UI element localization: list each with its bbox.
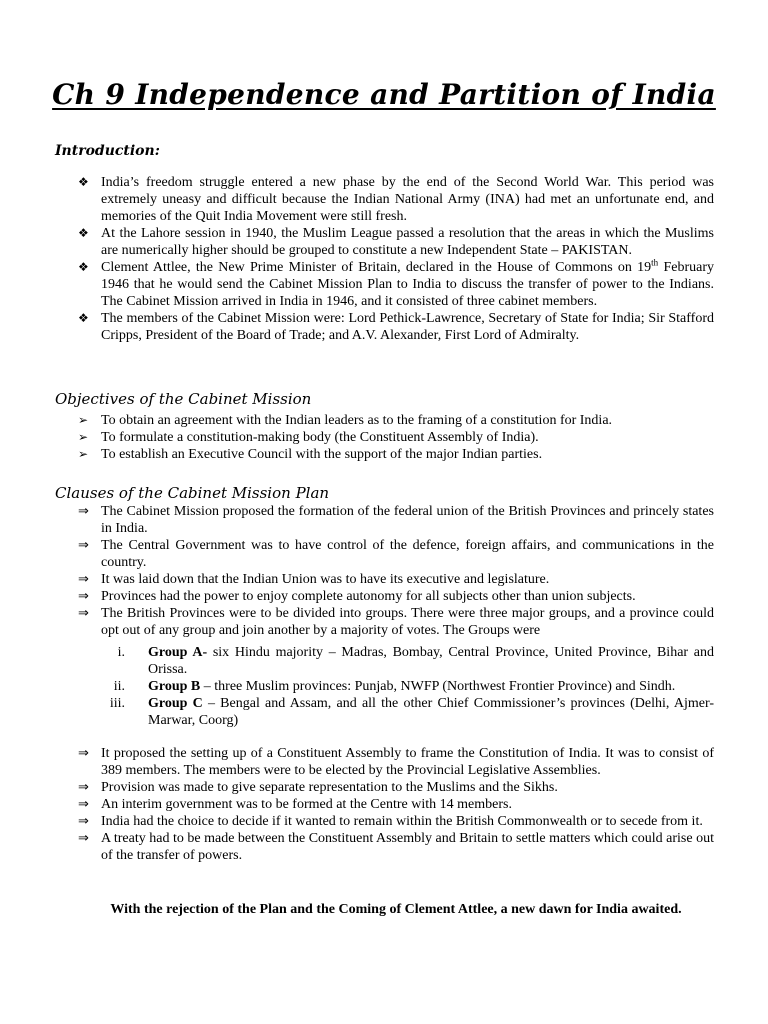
diamond-four-point-icon: ❖ [78,260,89,274]
list-item [78,537,714,571]
group-label: Group A- [148,645,208,660]
double-arrow-icon: ⇒ [78,572,89,587]
objectives-heading: Objectives of the Cabinet Mission [55,390,312,408]
list-item [78,796,714,813]
introduction-list [78,174,714,344]
group-item [78,695,714,729]
list-item [78,446,714,463]
roman-numeral: iii. [109,696,125,711]
double-arrow-icon: ⇒ [78,606,89,621]
diamond-four-point-icon: ❖ [78,311,89,325]
item-text: To formulate a constitution-making body (the Constituent Assembly of India). [101,430,539,445]
item-text: It was laid down that the Indian Union was to have its executive and legislature. [101,572,550,587]
double-arrow-icon: ⇒ [78,504,89,519]
list-item [78,225,714,259]
group-item [78,678,714,695]
item-text: A treaty had to be made between the Constituent Assembly and Britain to settle matters which could arise out of the transfer of powers. [101,831,714,863]
list-item [78,310,714,344]
page-title: Ch 9 Independence and Partition of India [52,78,716,111]
item-text: The Cabinet Mission proposed the formation of the federal union of the British Provinces and princely states in India. [101,504,714,536]
list-item [78,588,714,605]
arrowhead-icon: ➢ [78,430,89,444]
list-item [78,830,714,864]
group-label: Group B [148,679,201,694]
list-item [78,412,714,429]
double-arrow-icon: ⇒ [78,814,89,829]
list-item [78,745,714,779]
double-arrow-icon: ⇒ [78,797,89,812]
item-text: It proposed the setting up of a Constituent Assembly to frame the Constitution of India. It was to consist of 389 members. The members were to be elected by the Provincial Legislative Assemblies. [101,746,714,778]
roman-numeral: i. [117,645,125,660]
groups-list [78,644,714,729]
item-text-start: Clement Attlee, the New Prime Minister of Britain, declared in the House of Commons on 19 [101,260,652,275]
diamond-four-point-icon: ❖ [78,175,89,189]
double-arrow-icon: ⇒ [78,831,89,846]
item-text: To obtain an agreement with the Indian leaders as to the framing of a constitution for India. [101,413,613,428]
item-text: Provision was made to give separate representation to the Muslims and the Sikhs. [101,780,558,795]
item-text: An interim government was to be formed at the Centre with 14 members. [101,797,512,812]
item-text: India had the choice to decide if it wanted to remain within the British Commonwealth or to secede from it. [101,814,703,829]
list-item [78,813,714,830]
group-item [78,644,714,678]
double-arrow-icon: ⇒ [78,746,89,761]
group-text: six Hindu majority – Madras, Bombay, Central Province, United Province, Bihar and Orissa. [148,645,714,677]
group-text: – Bengal and Assam, and all the other Chief Commissioner’s provinces (Delhi, Ajmer-Marwar, Coorg) [148,696,714,728]
list-item [78,779,714,796]
arrowhead-icon: ➢ [78,413,89,427]
clauses-list [78,503,714,639]
list-item [78,174,714,225]
item-text: To establish an Executive Council with the support of the major Indian parties. [101,447,543,462]
item-text: India’s freedom struggle entered a new phase by the end of the Second World War. This period was extremely uneasy and difficult because the Indian National Army (INA) had met an unfortunate end, and memories of the Quit India Movement were still fresh. [101,175,714,224]
list-item [78,429,714,446]
list-item [78,503,714,537]
group-text: – three Muslim provinces: Punjab, NWFP (Northwest Frontier Province) and Sindh. [200,679,676,694]
item-text: The British Provinces were to be divided into groups. There were three major groups, and a province could opt out of any group and join another by a majority of votes. The Groups were [101,606,714,638]
double-arrow-icon: ⇒ [78,538,89,553]
item-text-end: February 1946 that he would send the Cabinet Mission Plan to India to discuss the transfer of power to the Indians. The Cabinet Mission arrived in India in 1946, and it consisted of three cabinet members. [101,260,714,309]
clauses-list-continued [78,745,714,864]
objectives-list [78,412,714,463]
closing-statement: With the rejection of the Plan and the Coming of Clement Attlee, a new dawn for India awaited. [110,902,682,917]
introduction-heading: Introduction: [55,143,160,159]
list-item [78,571,714,588]
diamond-four-point-icon: ❖ [78,226,89,240]
item-text: At the Lahore session in 1940, the Muslim League passed a resolution that the areas in which the Muslims are numerically higher should be grouped to constitute a new Independent State – PAKISTAN. [101,226,714,258]
group-label: Group C [148,696,203,711]
arrowhead-icon: ➢ [78,447,89,461]
list-item [78,259,714,310]
roman-numeral: ii. [113,679,125,694]
item-text: The members of the Cabinet Mission were: Lord Pethick-Lawrence, Secretary of State for India; Sir Stafford Cripps, President of the Board of Trade; and A.V. Alexander, First Lord of Admiralty. [101,311,714,343]
item-text: Provinces had the power to enjoy complete autonomy for all subjects other than union subjects. [101,589,636,604]
ordinal-suffix: th [651,257,659,268]
item-text: The Central Government was to have control of the defence, foreign affairs, and communications in the country. [101,538,714,570]
clauses-heading: Clauses of the Cabinet Mission Plan [55,484,330,502]
double-arrow-icon: ⇒ [78,780,89,795]
list-item [78,605,714,639]
double-arrow-icon: ⇒ [78,589,89,604]
